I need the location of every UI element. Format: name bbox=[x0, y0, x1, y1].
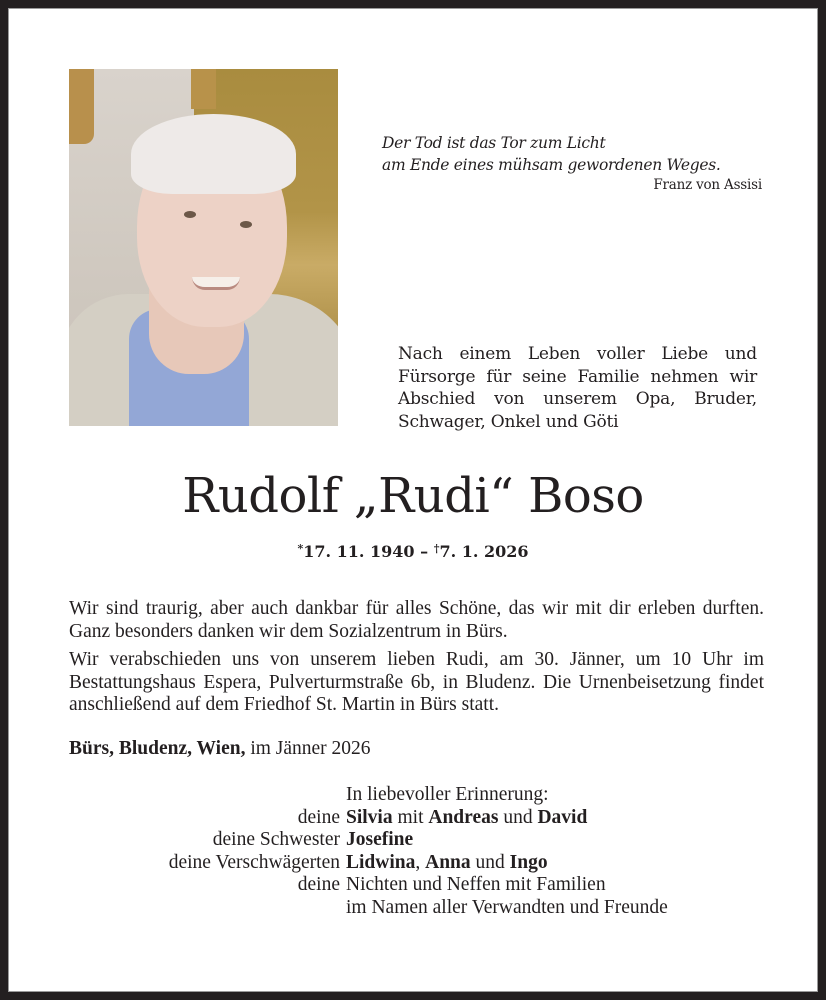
gratitude-paragraph: Wir sind traurig, aber auch dankbar für alles Schöne, das wir mit dir erleben durften. Ganz besonders danken wir dem Sozialzentrum in Bürs. bbox=[69, 598, 764, 642]
deceased-name: Rudolf „Rudi“ Boso bbox=[182, 468, 644, 524]
family-relation bbox=[69, 897, 346, 920]
birth-date: 17. 11. 1940 bbox=[303, 542, 415, 561]
body-text bbox=[69, 598, 764, 723]
family-names: Lidwina, Anna und Ingo bbox=[346, 851, 548, 873]
family-row bbox=[69, 897, 769, 920]
family-heading: In liebevoller Erinnerung: bbox=[346, 784, 549, 805]
family-names: Josefine bbox=[346, 829, 414, 850]
quote-author: Franz von Assisi bbox=[653, 177, 762, 193]
portrait-photo bbox=[69, 69, 338, 426]
birth-symbol: * bbox=[297, 542, 304, 555]
family-list bbox=[69, 784, 769, 919]
family-names: Silvia mit Andreas und David bbox=[346, 806, 588, 828]
family-names: im Namen aller Verwandten und Freunde bbox=[346, 896, 668, 918]
place-locations: Bürs, Bludenz, Wien, bbox=[69, 738, 246, 759]
intro-text: Nach einem Leben voller Liebe und Fürsorge für seine Familie nehmen wir Abschied von unserem Opa, Bruder, Schwager, Onkel und Göti bbox=[398, 344, 757, 432]
family-row bbox=[69, 852, 769, 875]
quote-block bbox=[382, 132, 762, 194]
death-date: 7. 1. 2026 bbox=[439, 542, 529, 561]
family-row bbox=[69, 829, 769, 852]
family-relation: deine bbox=[297, 874, 340, 895]
family-row bbox=[69, 874, 769, 897]
quote-line: am Ende eines mühsam gewordenen Weges. bbox=[382, 156, 721, 174]
family-row bbox=[69, 807, 769, 830]
date-separator: – bbox=[414, 542, 434, 561]
quote-line: Der Tod ist das Tor zum Licht bbox=[382, 134, 606, 152]
family-relation: deine bbox=[297, 806, 340, 828]
family-relation: deine Verschwägerten bbox=[168, 851, 340, 873]
family-names: Nichten und Neffen mit Familien bbox=[346, 874, 606, 895]
obituary-page bbox=[8, 8, 818, 992]
family-relation: deine Schwester bbox=[212, 829, 340, 850]
funeral-paragraph: Wir verabschieden uns von unserem lieben Rudi, am 30. Jänner, um 10 Uhr im Bestattungshaus Espera, Pulverturmstraße 6b, in Bludenz. Die Urnenbeisetzung findet anschließend auf dem Friedhof St. Martin in Bürs statt. bbox=[69, 649, 764, 715]
life-dates bbox=[8, 538, 818, 563]
place-date: im Jänner 2026 bbox=[245, 738, 371, 759]
death-symbol: † bbox=[433, 542, 440, 555]
place-and-date bbox=[69, 737, 371, 761]
